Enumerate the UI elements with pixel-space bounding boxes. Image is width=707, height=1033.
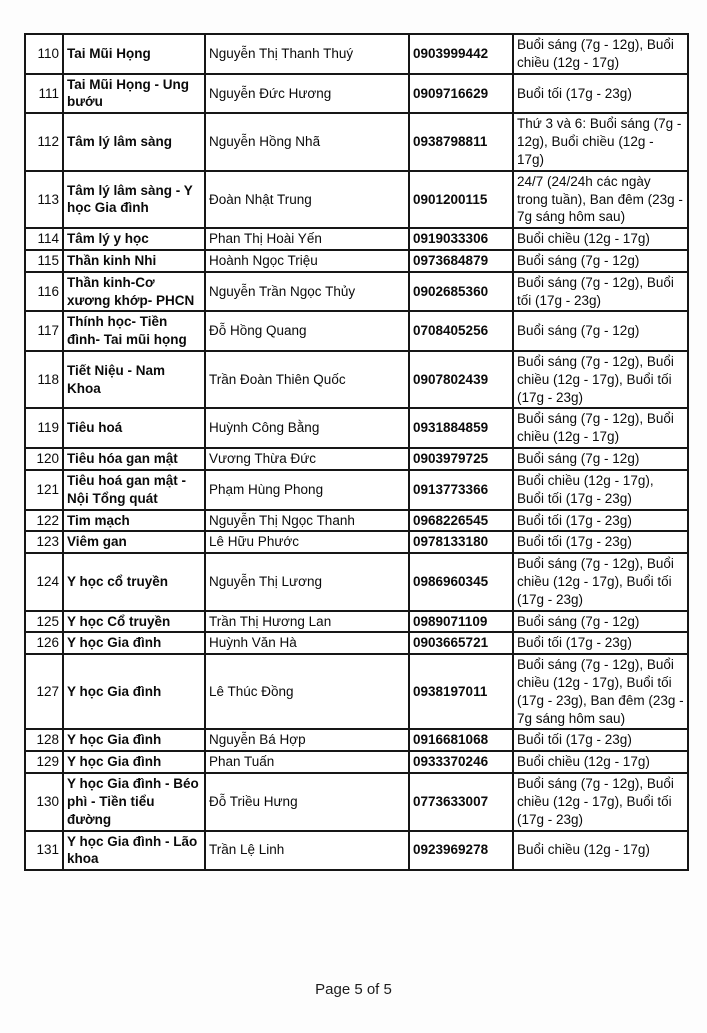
schedule-cell: Buổi tối (17g - 23g): [513, 510, 688, 532]
phone-cell: 0919033306: [409, 228, 513, 250]
phone-cell: 0938197011: [409, 654, 513, 729]
schedule-cell: Buổi sáng (7g - 12g), Buổi chiều (12g - 17g), Buổi tối (17g - 23g): [513, 553, 688, 610]
specialty-cell: Y học Gia đình - Lão khoa: [63, 831, 205, 871]
phone-cell: 0989071109: [409, 611, 513, 633]
schedule-cell: Buổi tối (17g - 23g): [513, 531, 688, 553]
doctor-name-cell: Hoành Ngọc Triệu: [205, 250, 409, 272]
table-row: [25, 351, 688, 408]
row-number-cell: 115: [25, 250, 63, 272]
doctor-name-cell: Nguyễn Trần Ngọc Thủy: [205, 272, 409, 312]
phone-cell: 0708405256: [409, 311, 513, 351]
phone-cell: 0773633007: [409, 773, 513, 830]
row-number-cell: 123: [25, 531, 63, 553]
phone-cell: 0933370246: [409, 751, 513, 773]
phone-cell: 0923969278: [409, 831, 513, 871]
specialty-cell: Y học Gia đình: [63, 654, 205, 729]
row-number-cell: 128: [25, 729, 63, 751]
row-number-cell: 125: [25, 611, 63, 633]
phone-cell: 0903665721: [409, 632, 513, 654]
table-row: [25, 171, 688, 228]
row-number-cell: 124: [25, 553, 63, 610]
specialty-cell: Thần kinh Nhi: [63, 250, 205, 272]
phone-cell: 0968226545: [409, 510, 513, 532]
table-row: [25, 632, 688, 654]
schedule-cell: 24/7 (24/24h các ngày trong tuần), Ban đêm (23g - 7g sáng hôm sau): [513, 171, 688, 228]
doctor-name-cell: Huỳnh Văn Hà: [205, 632, 409, 654]
table-row: [25, 654, 688, 729]
phone-cell: 0909716629: [409, 74, 513, 114]
schedule-cell: Buổi sáng (7g - 12g), Buổi chiều (12g - 17g), Buổi tối (17g - 23g): [513, 351, 688, 408]
specialty-cell: Tâm lý y học: [63, 228, 205, 250]
schedule-cell: Buổi chiều (12g - 17g), Buổi tối (17g - 23g): [513, 470, 688, 510]
phone-cell: 0913773366: [409, 470, 513, 510]
table-row: [25, 553, 688, 610]
schedule-cell: Buổi tối (17g - 23g): [513, 74, 688, 114]
row-number-cell: 122: [25, 510, 63, 532]
specialty-cell: Y học Cổ truyền: [63, 611, 205, 633]
phone-cell: 0916681068: [409, 729, 513, 751]
doctor-schedule-table: [24, 33, 689, 871]
table-row: [25, 531, 688, 553]
doctor-name-cell: Nguyễn Thị Thanh Thuý: [205, 34, 409, 74]
table-row: [25, 272, 688, 312]
doctor-name-cell: Trần Lệ Linh: [205, 831, 409, 871]
specialty-cell: Tim mạch: [63, 510, 205, 532]
doctor-name-cell: Phan Tuấn: [205, 751, 409, 773]
doctor-name-cell: Nguyễn Đức Hương: [205, 74, 409, 114]
specialty-cell: Tiêu hoá gan mật - Nội Tổng quát: [63, 470, 205, 510]
phone-cell: 0931884859: [409, 408, 513, 448]
table-row: [25, 773, 688, 830]
schedule-cell: Buổi sáng (7g - 12g): [513, 448, 688, 470]
specialty-cell: Y học Gia đình: [63, 632, 205, 654]
phone-cell: 0938798811: [409, 113, 513, 170]
table-row: [25, 470, 688, 510]
table-row: [25, 611, 688, 633]
phone-cell: 0973684879: [409, 250, 513, 272]
specialty-cell: Tai Mũi Họng - Ung bướu: [63, 74, 205, 114]
specialty-cell: Viêm gan: [63, 531, 205, 553]
row-number-cell: 116: [25, 272, 63, 312]
phone-cell: 0902685360: [409, 272, 513, 312]
doctor-name-cell: Đỗ Triều Hưng: [205, 773, 409, 830]
specialty-cell: Tiêu hoá: [63, 408, 205, 448]
schedule-cell: Buổi sáng (7g - 12g): [513, 250, 688, 272]
doctor-name-cell: Lê Hữu Phước: [205, 531, 409, 553]
table-row: [25, 448, 688, 470]
schedule-cell: Buổi tối (17g - 23g): [513, 632, 688, 654]
table-row: [25, 729, 688, 751]
phone-cell: 0903979725: [409, 448, 513, 470]
row-number-cell: 114: [25, 228, 63, 250]
doctor-name-cell: Lê Thúc Đồng: [205, 654, 409, 729]
schedule-cell: Buổi sáng (7g - 12g), Buổi chiều (12g - 17g), Buổi tối (17g - 23g), Ban đêm (23g - 7g sáng hôm sau): [513, 654, 688, 729]
schedule-cell: Buổi chiều (12g - 17g): [513, 831, 688, 871]
doctor-name-cell: Vương Thừa Đức: [205, 448, 409, 470]
doctor-name-cell: Trần Thị Hương Lan: [205, 611, 409, 633]
specialty-cell: Tiêu hóa gan mật: [63, 448, 205, 470]
table-row: [25, 250, 688, 272]
phone-cell: 0903999442: [409, 34, 513, 74]
schedule-cell: Thứ 3 và 6: Buổi sáng (7g - 12g), Buổi chiều (12g - 17g): [513, 113, 688, 170]
table-row: [25, 311, 688, 351]
row-number-cell: 121: [25, 470, 63, 510]
table-row: [25, 34, 688, 74]
schedule-cell: Buổi sáng (7g - 12g), Buổi chiều (12g - 17g): [513, 34, 688, 74]
table-row: [25, 408, 688, 448]
row-number-cell: 126: [25, 632, 63, 654]
row-number-cell: 130: [25, 773, 63, 830]
table-row: [25, 113, 688, 170]
schedule-cell: Buổi sáng (7g - 12g): [513, 311, 688, 351]
table-row: [25, 510, 688, 532]
document-page: [0, 33, 707, 1033]
specialty-cell: Thính học- Tiền đình- Tai mũi họng: [63, 311, 205, 351]
schedule-cell: Buổi sáng (7g - 12g): [513, 611, 688, 633]
doctor-name-cell: Nguyễn Hồng Nhã: [205, 113, 409, 170]
row-number-cell: 131: [25, 831, 63, 871]
row-number-cell: 119: [25, 408, 63, 448]
schedule-cell: Buổi sáng (7g - 12g), Buổi chiều (12g - 17g), Buổi tối (17g - 23g): [513, 773, 688, 830]
specialty-cell: Tai Mũi Họng: [63, 34, 205, 74]
table-row: [25, 831, 688, 871]
doctor-name-cell: Nguyễn Bá Hợp: [205, 729, 409, 751]
specialty-cell: Y học cổ truyền: [63, 553, 205, 610]
specialty-cell: Tiết Niệu - Nam Khoa: [63, 351, 205, 408]
doctor-name-cell: Đoàn Nhật Trung: [205, 171, 409, 228]
doctor-name-cell: Phạm Hùng Phong: [205, 470, 409, 510]
phone-cell: 0907802439: [409, 351, 513, 408]
schedule-cell: Buổi chiều (12g - 17g): [513, 751, 688, 773]
doctor-name-cell: Phan Thị Hoài Yến: [205, 228, 409, 250]
phone-cell: 0901200115: [409, 171, 513, 228]
doctor-name-cell: Nguyễn Thị Lương: [205, 553, 409, 610]
phone-cell: 0986960345: [409, 553, 513, 610]
doctor-name-cell: Trần Đoàn Thiên Quốc: [205, 351, 409, 408]
row-number-cell: 129: [25, 751, 63, 773]
specialty-cell: Tâm lý lâm sàng: [63, 113, 205, 170]
table-row: [25, 751, 688, 773]
table-row: [25, 74, 688, 114]
specialty-cell: Thần kinh-Cơ xương khớp- PHCN: [63, 272, 205, 312]
specialty-cell: Y học Gia đình: [63, 729, 205, 751]
doctor-schedule-table-body: [25, 34, 688, 870]
schedule-cell: Buổi sáng (7g - 12g), Buổi chiều (12g - 17g): [513, 408, 688, 448]
page-number-footer: Page 5 of 5: [315, 981, 392, 998]
doctor-name-cell: Nguyễn Thị Ngọc Thanh: [205, 510, 409, 532]
row-number-cell: 113: [25, 171, 63, 228]
schedule-cell: Buổi tối (17g - 23g): [513, 729, 688, 751]
specialty-cell: Tâm lý lâm sàng - Y học Gia đình: [63, 171, 205, 228]
row-number-cell: 127: [25, 654, 63, 729]
schedule-cell: Buổi sáng (7g - 12g), Buổi tối (17g - 23g): [513, 272, 688, 312]
schedule-cell: Buổi chiều (12g - 17g): [513, 228, 688, 250]
phone-cell: 0978133180: [409, 531, 513, 553]
row-number-cell: 112: [25, 113, 63, 170]
doctor-name-cell: Huỳnh Công Bằng: [205, 408, 409, 448]
row-number-cell: 111: [25, 74, 63, 114]
row-number-cell: 120: [25, 448, 63, 470]
row-number-cell: 118: [25, 351, 63, 408]
row-number-cell: 110: [25, 34, 63, 74]
row-number-cell: 117: [25, 311, 63, 351]
specialty-cell: Y học Gia đình: [63, 751, 205, 773]
table-row: [25, 228, 688, 250]
doctor-name-cell: Đỗ Hồng Quang: [205, 311, 409, 351]
specialty-cell: Y học Gia đình - Béo phì - Tiền tiểu đường: [63, 773, 205, 830]
